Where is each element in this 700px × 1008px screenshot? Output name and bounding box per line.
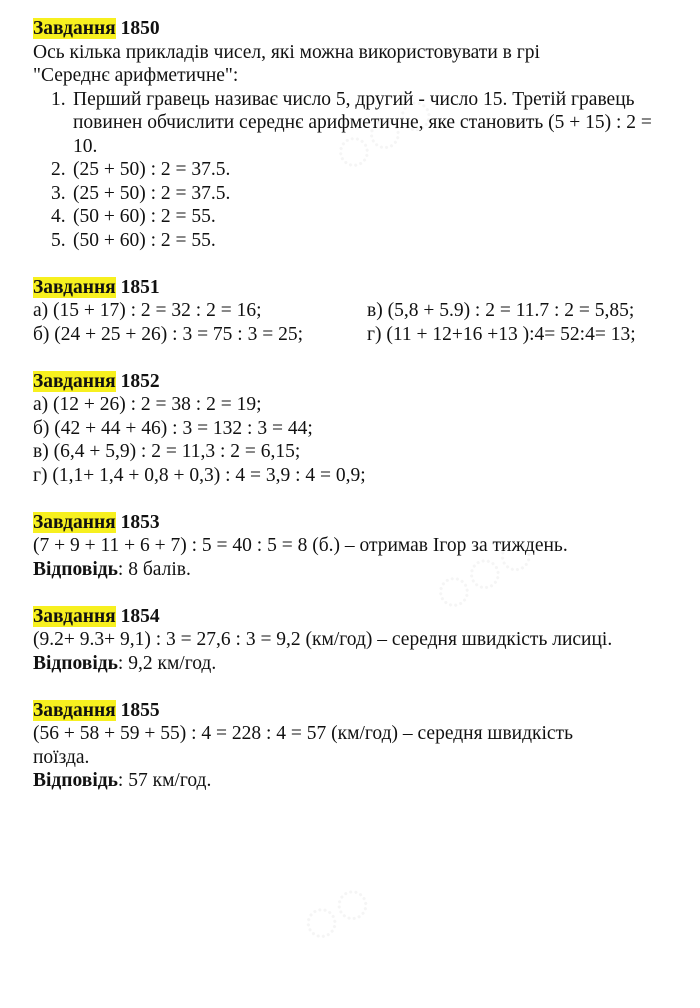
- solution-line: (56 + 58 + 59 + 55) : 4 = 228 : 4 = 57 (км/год) – середня швидкість поїзда.: [33, 723, 573, 768]
- solution-line: г) (11 + 12+16 +13 ):4= 52:4= 13;: [367, 323, 636, 345]
- task-label-highlight: Завдання: [33, 370, 116, 392]
- solution-line: г) (1,1+ 1,4 + 0,8 + 0,3) : 4 = 3,9 : 4 = 0,9;: [33, 464, 366, 486]
- solution-line: в) (5,8 + 5.9) : 2 = 11.7 : 2 = 5,85;: [367, 300, 635, 321]
- task-number: 1850: [120, 18, 160, 39]
- task-number: 1855: [120, 699, 160, 721]
- task-1854: [33, 605, 680, 676]
- examples-list: [33, 88, 680, 253]
- list-item: 2. (25 + 50) : 2 = 37.5.: [51, 159, 231, 180]
- task-intro: "Середнє арифметичне":: [33, 65, 239, 86]
- answer-text: : 57 км/год.: [117, 770, 212, 791]
- task-1855: [33, 699, 680, 793]
- answer-label: Відповідь: [33, 770, 118, 791]
- task-number: 1853: [120, 511, 160, 533]
- solution-line: в) (6,4 + 5,9) : 2 = 11,3 : 2 = 6,15;: [33, 441, 301, 462]
- solution-line: (7 + 9 + 11 + 6 + 7) : 5 = 40 : 5 = 8 (б.) – отримав Ігор за тиждень.: [33, 535, 568, 556]
- solution-line: а) (15 + 17) : 2 = 32 : 2 = 16;: [33, 300, 262, 321]
- task-heading: [33, 511, 680, 535]
- task-label-highlight: Завдання: [33, 18, 116, 39]
- task-heading: [33, 370, 680, 394]
- watermark: [299, 884, 373, 940]
- task-number: 1851: [120, 276, 160, 298]
- solution-line: б) (42 + 44 + 46) : 3 = 132 : 3 = 44;: [33, 417, 313, 439]
- task-heading: [33, 276, 680, 300]
- task-1851: [33, 276, 680, 347]
- task-label-highlight: Завдання: [33, 511, 116, 533]
- list-item: 3. (25 + 50) : 2 = 37.5.: [51, 182, 231, 204]
- task-number: 1854: [120, 605, 160, 627]
- task-1852: [33, 370, 680, 488]
- list-item: 5. (50 + 60) : 2 = 55.: [51, 229, 216, 251]
- answer-line: [33, 652, 680, 676]
- answer-label: Відповідь: [33, 558, 118, 580]
- task-1853: [33, 511, 680, 582]
- solution-line: б) (24 + 25 + 26) : 3 = 75 : 3 = 25;: [33, 323, 304, 345]
- answer-text: : 8 балів.: [117, 558, 191, 580]
- task-label-highlight: Завдання: [33, 276, 116, 298]
- task-label-highlight: Завдання: [33, 605, 116, 627]
- task-1850: [33, 17, 680, 252]
- answer-label: Відповідь: [33, 652, 118, 674]
- task-intro: Ось кілька прикладів чисел, які можна використовувати в грі: [33, 41, 540, 63]
- task-label-highlight: Завдання: [33, 699, 116, 721]
- list-item: 4. (50 + 60) : 2 = 55.: [51, 206, 216, 227]
- solution-line: а) (12 + 26) : 2 = 38 : 2 = 19;: [33, 394, 262, 415]
- task-number: 1852: [120, 370, 160, 392]
- answer-text: : 9,2 км/год.: [117, 652, 217, 674]
- document-page: [33, 17, 680, 816]
- solution-line: (9.2+ 9.3+ 9,1) : 3 = 27,6 : 3 = 9,2 (км/год) – середня швидкість лисиці.: [33, 629, 613, 650]
- solutions-grid: [33, 299, 680, 346]
- list-item: 1. Перший гравець називає число 5, другий - число 15. Третій гравець повинен обчислити середнє арифметичне, яке становить (5 + 15) : 2 = 10.: [51, 88, 652, 157]
- task-heading: [33, 17, 680, 41]
- task-heading: [33, 605, 680, 629]
- answer-line: [33, 558, 680, 582]
- answer-line: [33, 769, 680, 793]
- task-heading: [33, 699, 680, 723]
